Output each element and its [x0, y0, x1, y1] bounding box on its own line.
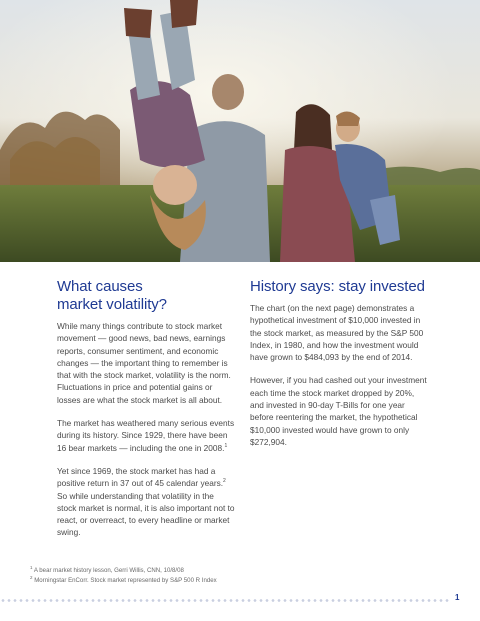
hero-photo: [0, 0, 480, 262]
footnote-2-text: Morningstar EnCorr. Stock market represented by S&P 500 R Index: [32, 576, 217, 584]
section-heading-stay-invested: History says: stay invested: [250, 278, 425, 295]
footnote-2-number: 2: [30, 574, 33, 580]
paragraph-positive-returns-rest: So while understanding that volatility in the stock market is normal, it is also important not to react, or overreact, to every headline or market swing.: [57, 490, 235, 538]
page-number: 1: [455, 593, 460, 602]
paragraph-bear-markets: [57, 417, 235, 454]
paragraph-volatility-norm: While many things contribute to stock market movement — good news, bad news, earnings reports, consumer sentiment, and economic changes — the important thing to remember is that with the stock market, volatility is the norm. Fluctuations in price and potential gains or losses are what the stock market is all about.: [57, 321, 231, 405]
paragraph-positive-returns: [57, 465, 235, 539]
heading-line-2: market volatility?: [57, 296, 167, 313]
footnote-2: [30, 576, 430, 586]
paragraph-bear-markets-text: The market has weathered many serious events during its history. Since 1929, there have been 16 bear markets — including the one in 2008.: [57, 418, 235, 453]
paragraph-hypothetical-investment: The chart (on the next page) demonstrates a hypothetical investment of $10,000 invested in the stock market, as measured by the S&P 500 Index, in 1980, and how the investment would have grown to $484,093 by the end of 2014.: [250, 303, 424, 363]
heading-line-1: What causes: [57, 278, 143, 295]
footnote-1-number: 1: [30, 564, 33, 570]
family-photo-illustration: [0, 0, 480, 262]
footnote-1-text: A bear market history lesson, Gerri Willis, CNN, 10/8/08: [32, 567, 184, 574]
footnotes: [30, 566, 430, 585]
dotted-divider: [0, 598, 450, 603]
paragraph-positive-returns-text: Yet since 1969, the stock market has had a positive return in 37 out of 45 calendar years.: [57, 465, 224, 489]
paragraph-cashed-out: However, if you had cashed out your investment each time the stock market dropped by 20%, and invested in 90-day T-Bills for one year before reentering the market, the hypothetical $10,000 invested would have grown to only $272,904.: [250, 375, 427, 447]
footnote-ref-2: 2: [223, 478, 226, 485]
footnote-ref-1: 1: [224, 442, 228, 449]
right-column: [250, 278, 430, 459]
section-heading-market-volatility: [57, 278, 235, 314]
left-column: [57, 278, 235, 550]
footnote-1: [30, 566, 430, 576]
